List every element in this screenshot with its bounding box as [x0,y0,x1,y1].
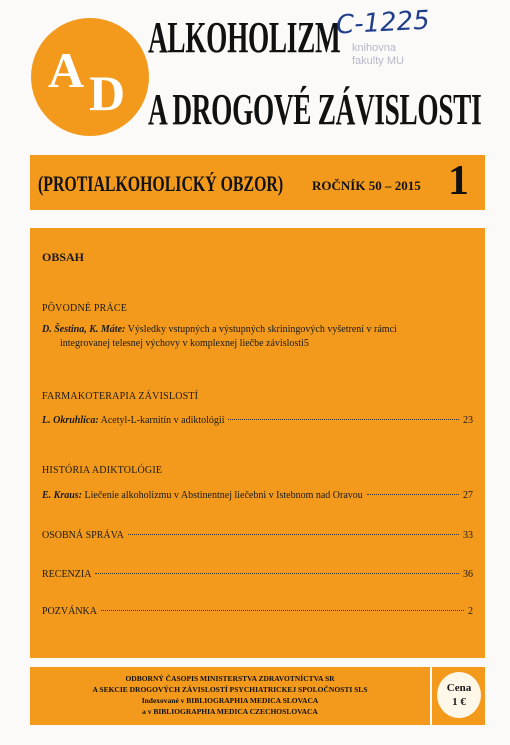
section-title: HISTÓRIA ADIKTOLÓGIE [42,465,163,476]
footer-line: a v BIBLIOGRAPHIA MEDICA CZECHOSLOVACA [142,707,318,716]
toc-row[interactable] [42,530,473,544]
publisher-footer [30,667,430,725]
issue-number: 1 [448,158,469,204]
journal-title-line1: ALKOHOLIZM [148,13,341,62]
price-value: 1 € [452,696,466,708]
toc-entry[interactable] [42,490,473,504]
entry-authors: D. Šestina, K. Máte: [42,324,126,335]
entry-title: Výsledky vstupných a výstupných skriningových vyšetrení v rámci [127,324,397,335]
library-stamp [352,42,404,68]
contents-heading: OBSAH [42,250,85,264]
journal-title-line2: A DROGOVÉ ZÁVISLOSTI [148,85,482,134]
toc-entry[interactable] [42,415,473,429]
entry-authors: L. Okruhlica: [42,415,99,426]
toc-entry-continuation[interactable] [60,338,473,352]
row-label: OSOBNÁ SPRÁVA [42,530,124,541]
section-title: PÔVODNÉ PRÁCE [42,303,128,314]
toc-row[interactable] [42,606,473,620]
footer-line: A SEKCIE DROGOVÝCH ZÁVISLOSTÍ PSYCHIATRICKEJ SPOLOČNOSTI SLS [92,685,368,694]
library-stamp-line: fakulty MU [352,55,404,67]
price-label: Cena [446,682,472,694]
entry-title: Acetyl-L-karnitín v adiktológii [100,415,225,426]
leader-dots [228,419,459,420]
logo-letter-d: D [89,65,126,121]
volume-year: ROČNÍK 50 – 2015 [312,178,421,193]
row-page: 36 [463,569,473,580]
library-stamp-line: knihovna [352,42,397,54]
subtitle-band [30,155,485,210]
footer-line: Indexované v BIBLIOGRAPHIA MEDICA SLOVACA [141,696,319,705]
price-box [432,667,485,725]
leader-dots [95,573,459,574]
entry-authors: E. Kraus: [42,490,83,501]
entry-title-continued: integrovanej telesnej výchovy v komplexnej liečbe závislosti [60,338,304,349]
entry-page: 5 [303,338,309,349]
row-label: POZVÁNKA [42,606,97,617]
journal-logo [31,18,149,136]
toc-row[interactable] [42,569,473,583]
journal-subtitle: (PROTIALKOHOLICKÝ OBZOR) [38,171,284,196]
leader-dots [101,610,464,611]
row-page: 33 [463,530,473,541]
footer-line: ODBORNÝ ČASOPIS MINISTERSTVA ZDRAVOTNÍCTVA SR [125,674,335,683]
handwritten-signature-mark: C-1225 [335,5,431,41]
toc-entry[interactable] [42,323,473,337]
entry-page: 27 [463,490,473,501]
entry-title: Liečenie alkoholizmu v Abstinentnej liečebni v Istebnom nad Oravou [84,490,363,501]
table-of-contents [30,228,485,658]
leader-dots [367,494,459,495]
row-label: RECENZIA [42,569,92,580]
logo-letter-a: A [48,42,85,98]
row-page: 2 [468,606,473,617]
section-title: FARMAKOTERAPIA ZÁVISLOSTÍ [42,391,199,402]
leader-dots [128,534,459,535]
price-badge [437,672,481,718]
entry-page: 23 [463,415,473,426]
